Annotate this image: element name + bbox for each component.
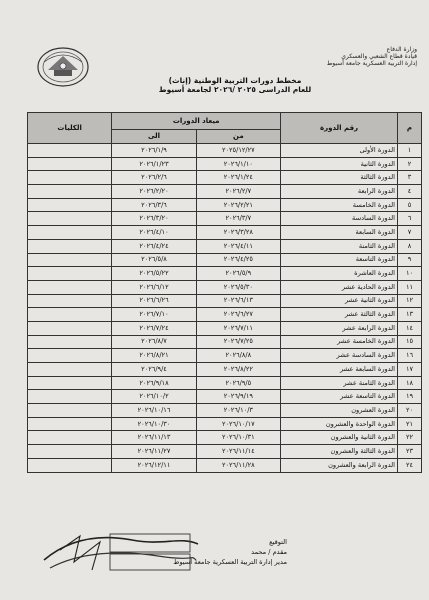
row-to-cell: ٢٠٢٦/٥/٨ [112, 253, 196, 267]
row-from-cell: ٢٠٢٦/٨/٢٢ [196, 363, 280, 377]
row-to-cell: ٢٠٢٦/٤/١٠ [112, 226, 196, 240]
title-line-1: مخطط دورات التربية الوطنية (إناث) [168, 76, 302, 85]
row-num-cell: ١٥ [398, 335, 422, 349]
row-num-cell: ٢٢ [398, 431, 422, 445]
header-course: رقم الدورة [281, 113, 398, 144]
row-course-cell: الدورة الثالثة عشر [281, 308, 398, 322]
title-line-2: للعام الدراسى ٢٠٢٥ /٢٠٢٦ لجامعة أسيوط [158, 85, 312, 94]
table-row [28, 390, 422, 404]
table-row [28, 445, 422, 459]
row-course-cell: الدورة الثالثة [281, 171, 398, 185]
row-from-cell: ٢٠٢٦/١/٢٤ [196, 171, 280, 185]
row-course-cell: الدورة الثانية [281, 157, 398, 171]
row-to-cell: ٢٠٢٦/٢/٦ [112, 171, 196, 185]
row-to-cell: ٢٠٢٦/٧/٢٤ [112, 321, 196, 335]
row-course-cell: الدورة الخامسة [281, 198, 398, 212]
row-colleges-cell [28, 417, 112, 431]
signature-stamp [40, 530, 202, 576]
row-from-cell: ٢٠٢٦/٦/٢٧ [196, 308, 280, 322]
row-colleges-cell [28, 445, 112, 459]
table-row [28, 157, 422, 171]
row-colleges-cell [28, 157, 112, 171]
row-colleges-cell [28, 349, 112, 363]
header-num: م [398, 113, 422, 144]
row-from-cell: ٢٠٢٦/٢/٧ [196, 185, 280, 199]
row-to-cell: ٢٠٢٦/٨/٢١ [112, 349, 196, 363]
table-row [28, 417, 422, 431]
row-course-cell: الدورة التاسعة [281, 253, 398, 267]
table-row [28, 144, 422, 158]
row-course-cell: الدورة الثامنة [281, 239, 398, 253]
table-row [28, 280, 422, 294]
header-line: إدارة التربية العسكرية جامعة أسيوط [326, 60, 417, 67]
row-colleges-cell [28, 226, 112, 240]
row-course-cell: الدورة الثانية والعشرون [281, 431, 398, 445]
row-course-cell: الدورة الثامنة عشر [281, 376, 398, 390]
ministry-header [257, 46, 417, 67]
row-course-cell: الدورة الثالثة والعشرون [281, 445, 398, 459]
row-course-cell: الدورة الخامسة عشر [281, 335, 398, 349]
header-line: قيادة قطاع الشعبي والعسكري [341, 53, 417, 60]
row-from-cell: ٢٠٢٦/٤/١١ [196, 239, 280, 253]
emblem-icon [36, 46, 90, 88]
table-row [28, 253, 422, 267]
row-to-cell: ٢٠٢٦/٤/٢٤ [112, 239, 196, 253]
row-course-cell: الدورة العاشرة [281, 267, 398, 281]
row-course-cell: الدورة العشرون [281, 404, 398, 418]
table-row [28, 308, 422, 322]
row-to-cell: ٢٠٢٦/١٠/٣٠ [112, 417, 196, 431]
row-colleges-cell [28, 185, 112, 199]
document-title [150, 76, 320, 94]
row-colleges-cell [28, 212, 112, 226]
row-to-cell: ٢٠٢٦/٩/٤ [112, 363, 196, 377]
row-colleges-cell [28, 308, 112, 322]
row-to-cell: ٢٠٢٦/١/٢٣ [112, 157, 196, 171]
table-row [28, 404, 422, 418]
row-to-cell: ٢٠٢٦/١٠/١٦ [112, 404, 196, 418]
row-num-cell: ٦ [398, 212, 422, 226]
row-from-cell: ٢٠٢٦/١٠/٣ [196, 404, 280, 418]
row-to-cell: ٢٠٢٦/٣/٦ [112, 198, 196, 212]
table-row [28, 321, 422, 335]
row-to-cell: ٢٠٢٦/١١/٢٧ [112, 445, 196, 459]
row-course-cell: الدورة السابعة [281, 226, 398, 240]
table-row [28, 363, 422, 377]
table-row [28, 198, 422, 212]
row-num-cell: ٢٤ [398, 458, 422, 472]
row-num-cell: ٢ [398, 157, 422, 171]
table-row [28, 294, 422, 308]
signature-position: مدير إدارة التربية العسكرية جامعة أسيوط [173, 558, 287, 566]
row-from-cell: ٢٠٢٦/٧/٢٥ [196, 335, 280, 349]
table-row [28, 185, 422, 199]
row-num-cell: ٩ [398, 253, 422, 267]
row-from-cell: ٢٠٢٦/١٠/١٧ [196, 417, 280, 431]
row-from-cell: ٢٠٢٦/٩/٥ [196, 376, 280, 390]
table-row [28, 431, 422, 445]
row-num-cell: ١١ [398, 280, 422, 294]
header-line: وزارة الدفاع [386, 46, 417, 53]
row-colleges-cell [28, 171, 112, 185]
row-num-cell: ١٦ [398, 349, 422, 363]
row-to-cell: ٢٠٢٦/٢/٢٠ [112, 185, 196, 199]
row-colleges-cell [28, 363, 112, 377]
row-to-cell: ٢٠٢٦/٣/٢٠ [112, 212, 196, 226]
row-to-cell: ٢٠٢٦/٩/١٨ [112, 376, 196, 390]
row-num-cell: ١٣ [398, 308, 422, 322]
row-to-cell: ٢٠٢٦/٧/١٠ [112, 308, 196, 322]
row-from-cell: ٢٠٢٥/١٢/٢٧ [196, 144, 280, 158]
row-colleges-cell [28, 239, 112, 253]
row-from-cell: ٢٠٢٦/٩/١٩ [196, 390, 280, 404]
row-course-cell: الدورة الواحدة والعشرون [281, 417, 398, 431]
row-from-cell: ٢٠٢٦/٧/١١ [196, 321, 280, 335]
row-colleges-cell [28, 267, 112, 281]
table-row [28, 267, 422, 281]
header-from: من [196, 130, 280, 144]
row-from-cell: ٢٠٢٦/٢/٢١ [196, 198, 280, 212]
row-num-cell: ٥ [398, 198, 422, 212]
row-num-cell: ٢٠ [398, 404, 422, 418]
row-colleges-cell [28, 404, 112, 418]
row-colleges-cell [28, 253, 112, 267]
row-num-cell: ٣ [398, 171, 422, 185]
row-colleges-cell [28, 144, 112, 158]
table-row [28, 349, 422, 363]
row-from-cell: ٢٠٢٦/٦/١٣ [196, 294, 280, 308]
row-to-cell: ٢٠٢٦/١/٩ [112, 144, 196, 158]
row-colleges-cell [28, 458, 112, 472]
table-row [28, 458, 422, 472]
row-colleges-cell [28, 198, 112, 212]
row-course-cell: الدورة التاسعة عشر [281, 390, 398, 404]
row-course-cell: الدورة الرابعة عشر [281, 321, 398, 335]
row-colleges-cell [28, 294, 112, 308]
row-from-cell: ٢٠٢٦/١١/١٤ [196, 445, 280, 459]
row-num-cell: ١٨ [398, 376, 422, 390]
row-num-cell: ٤ [398, 185, 422, 199]
row-to-cell: ٢٠٢٦/٥/٢٢ [112, 267, 196, 281]
signature-label: التوقيع [269, 538, 287, 546]
row-course-cell: الدورة الأولى [281, 144, 398, 158]
row-from-cell: ٢٠٢٦/٥/٣٠ [196, 280, 280, 294]
row-from-cell: ٢٠٢٦/١٠/٣١ [196, 431, 280, 445]
row-course-cell: الدورة السابعة عشر [281, 363, 398, 377]
row-to-cell: ٢٠٢٦/٨/٧ [112, 335, 196, 349]
row-course-cell: الدورة الحادية عشر [281, 280, 398, 294]
table-row [28, 171, 422, 185]
row-num-cell: ١٤ [398, 321, 422, 335]
table-row [28, 239, 422, 253]
table-row [28, 335, 422, 349]
row-num-cell: ٧ [398, 226, 422, 240]
row-from-cell: ٢٠٢٦/٣/٧ [196, 212, 280, 226]
row-from-cell: ٢٠٢٦/١١/٢٨ [196, 458, 280, 472]
row-colleges-cell [28, 376, 112, 390]
row-course-cell: الدورة الثانية عشر [281, 294, 398, 308]
row-num-cell: ١٩ [398, 390, 422, 404]
row-num-cell: ١٢ [398, 294, 422, 308]
table-row [28, 226, 422, 240]
row-num-cell: ١٧ [398, 363, 422, 377]
row-to-cell: ٢٠٢٦/١١/١٣ [112, 431, 196, 445]
row-to-cell: ٢٠٢٦/٦/١٢ [112, 280, 196, 294]
row-course-cell: الدورة السادسة [281, 212, 398, 226]
row-colleges-cell [28, 321, 112, 335]
row-colleges-cell [28, 390, 112, 404]
row-from-cell: ٢٠٢٦/٨/٨ [196, 349, 280, 363]
row-to-cell: ٢٠٢٦/١٠/٢ [112, 390, 196, 404]
row-course-cell: الدورة السادسة عشر [281, 349, 398, 363]
row-from-cell: ٢٠٢٦/٤/٢٥ [196, 253, 280, 267]
row-num-cell: ٢٣ [398, 445, 422, 459]
row-from-cell: ٢٠٢٦/١/١٠ [196, 157, 280, 171]
table-row [28, 376, 422, 390]
row-colleges-cell [28, 431, 112, 445]
row-num-cell: ١ [398, 144, 422, 158]
courses-table [27, 112, 422, 473]
row-course-cell: الدورة الرابعة والعشرون [281, 458, 398, 472]
row-from-cell: ٢٠٢٦/٥/٩ [196, 267, 280, 281]
row-colleges-cell [28, 280, 112, 294]
row-from-cell: ٢٠٢٦/٣/٢٨ [196, 226, 280, 240]
row-course-cell: الدورة الرابعة [281, 185, 398, 199]
header-colleges: الكليات [28, 113, 112, 144]
row-to-cell: ٢٠٢٦/١٢/١١ [112, 458, 196, 472]
row-colleges-cell [28, 335, 112, 349]
header-dates: ميعاد الدورات [112, 113, 281, 130]
signature-rank: مقدم / محمد [251, 548, 287, 556]
row-to-cell: ٢٠٢٦/٦/٢٦ [112, 294, 196, 308]
header-to: الى [112, 130, 196, 144]
row-num-cell: ١٠ [398, 267, 422, 281]
table-row [28, 212, 422, 226]
row-num-cell: ٨ [398, 239, 422, 253]
row-num-cell: ٢١ [398, 417, 422, 431]
